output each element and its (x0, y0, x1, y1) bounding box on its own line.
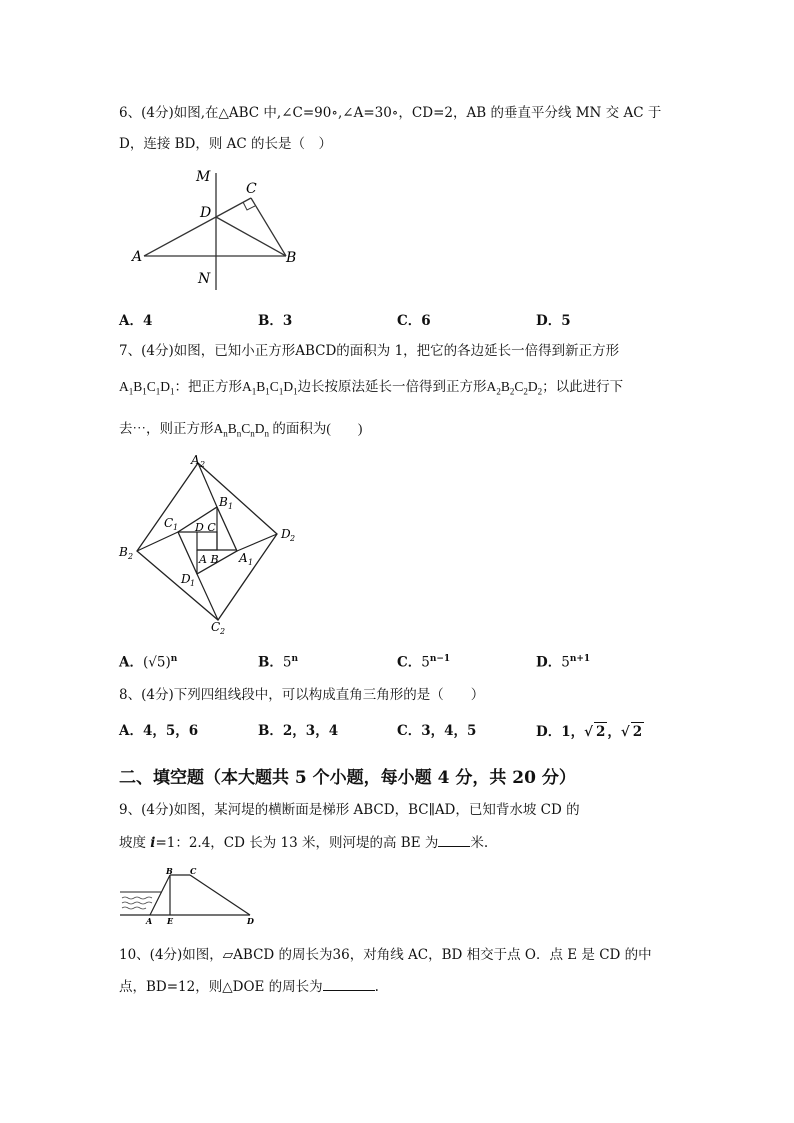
q9-text-line1: 9、(4分)如图，某河堤的横断面是梯形 ABCD，BC∥AD，已知背水坡 CD 的 (119, 802, 580, 818)
q6-text-line1: 6、(4分)如图,在△ABC 中,∠C=90∘,∠A=30∘，CD=2，AB 的垂直平分线 MN 交 AC 于 (119, 105, 662, 121)
svg-text:2: 2 (128, 552, 134, 561)
q7-label-ab: A B (199, 553, 219, 566)
q7-option-b: B．5$^n$ (258, 654, 299, 671)
q6-text-line2: D，连接 BD，则 AC 的长是（ ） (119, 136, 333, 152)
svg-text:1: 1 (173, 523, 179, 532)
q6-option-b: B．3 (258, 313, 293, 329)
q7-option-c: C．$5^{n-1}$ (397, 654, 451, 671)
svg-text:1: 1 (248, 558, 254, 567)
q10-text-line2: 点，BD=12，则△DOE 的周长为 . (119, 979, 379, 995)
section-title-fill-in: 二、填空题（本大题共 5 个小题，每小题 4 分，共 20 分） (119, 768, 576, 788)
q6-option-c: C．6 (397, 313, 431, 329)
q9-answer-blank[interactable] (438, 833, 470, 847)
q6-label-a: A (132, 249, 143, 265)
q9-label-b: B (166, 866, 173, 876)
svg-text:2: 2 (290, 534, 296, 543)
q8-option-b: B．2，3，4 (258, 723, 339, 739)
q9-label-a: A (146, 916, 153, 926)
q7-label-b2: B (119, 545, 128, 559)
q10-text-line1: 10、(4分)如图，▱ABCD 的周长为36，对角线 AC，BD 相交于点 O．点 E 是 CD 的中 (119, 947, 652, 963)
q9-figure (120, 865, 265, 925)
q9-label-d: D (247, 916, 254, 926)
q8-option-a: A．4，5，6 (119, 723, 199, 739)
q7-label-a2: A (191, 453, 200, 467)
q6-label-m: M (196, 169, 211, 185)
q7-label-c1: C (164, 516, 174, 530)
q7-label-c2: C (211, 620, 221, 634)
q7-label-a1: A (239, 551, 248, 565)
q9-label-c: C (190, 866, 197, 876)
q6-label-d: D (200, 205, 212, 221)
svg-text:1: 1 (228, 502, 234, 511)
q7-label-b1: B (219, 495, 228, 509)
q6-option-a: A．4 (119, 313, 153, 329)
q6-label-n: N (198, 271, 211, 287)
q6-option-d: D．5 (536, 313, 571, 329)
q6-label-c: C (246, 181, 257, 197)
svg-text:1: 1 (190, 579, 196, 588)
q10-answer-blank[interactable] (323, 977, 375, 991)
q7-option-a: A．$(√5)^n$ (119, 654, 178, 671)
q9-text-line2: 坡度 i=1：2.4，CD 长为 13 米，则河堤的高 BE 为 米. (119, 835, 489, 851)
q7-text-line1: 7、(4分)如图，已知小正方形ABCD的面积为 1，把它的各边延长一倍得到新正方形 (119, 343, 620, 359)
q8-text-line1: 8、(4分)下列四组线段中，可以构成直角三角形的是（ ） (119, 687, 485, 703)
q7-label-dc: D C (195, 521, 216, 534)
q7-label-d2: D (281, 527, 291, 541)
q7-label-d1: D (181, 572, 191, 586)
q7-option-d: D．$5^{n+1}$ (536, 654, 591, 671)
q6-label-b: B (286, 250, 297, 266)
q9-label-e: E (167, 916, 174, 926)
svg-text:2: 2 (200, 460, 206, 469)
q8-option-c: C．3，4，5 (397, 723, 477, 739)
q7-text-line3: 去⋯，则正方形$A_nB_nC_nD_n$ 的面积为( ) (119, 421, 363, 439)
q8-option-d: D．1，√ 2 ，√ 2 (536, 724, 643, 740)
svg-text:2: 2 (220, 627, 226, 636)
q7-text-line2: $A_1B_1C_1D_1$：把正方形$A_1B_1C_1D_1$边长按原法延长一倍得到正方形$A_2B_2C_2D_2$；以此进行下 (119, 379, 624, 397)
q6-figure (120, 165, 320, 295)
q7-figure (115, 450, 305, 635)
